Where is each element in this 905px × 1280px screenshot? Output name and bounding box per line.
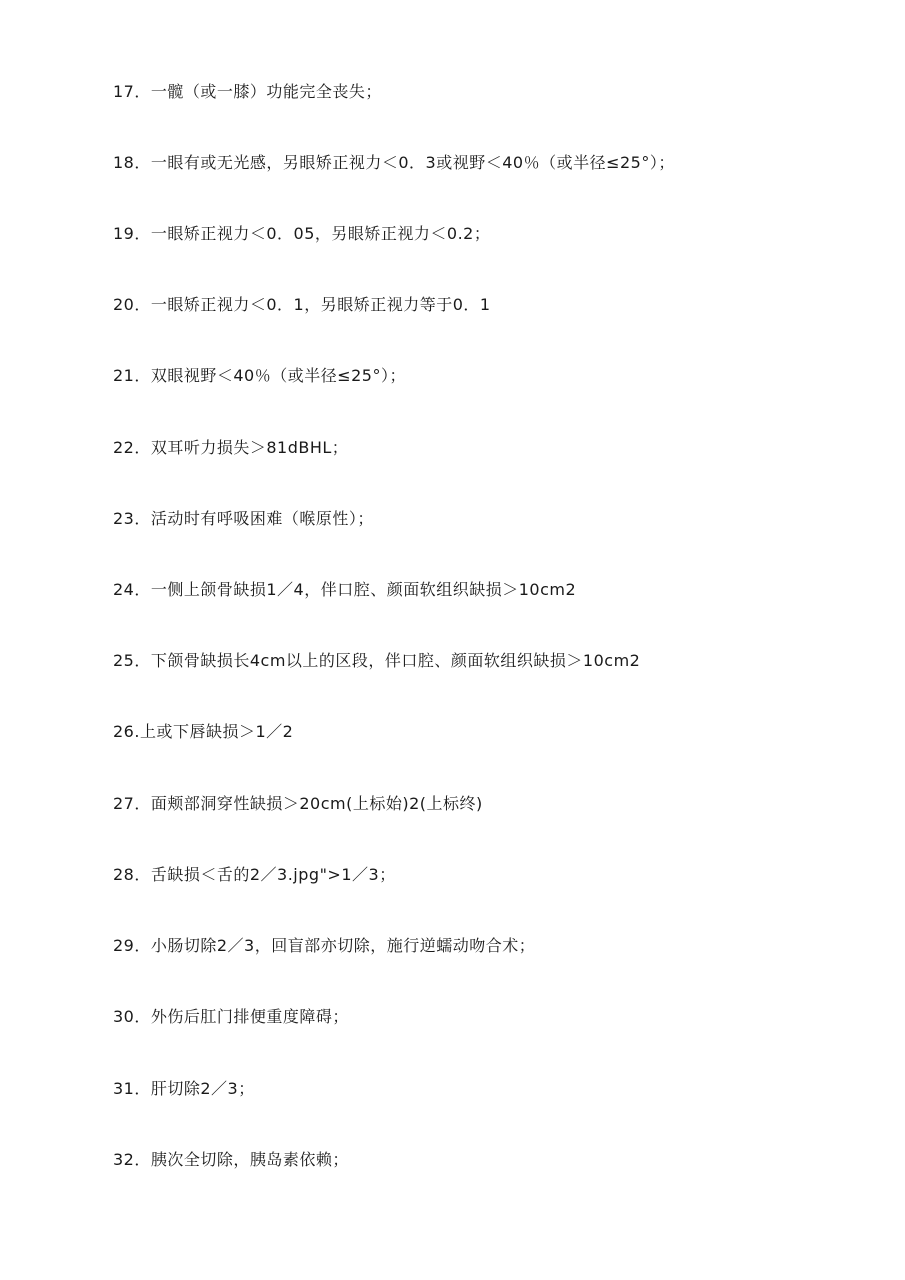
list-item-31: 31．肝切除2／3； <box>113 1079 255 1098</box>
list-item-17: 17．一髋（或一膝）功能完全丧失； <box>113 82 382 101</box>
list-item-29: 29．小肠切除2／3，回盲部亦切除，施行逆蠕动吻合术； <box>113 936 536 955</box>
list-item-22: 22．双耳听力损失＞81dBHL； <box>113 438 349 457</box>
list-item-20: 20．一眼矫正视力＜0．1，另眼矫正视力等于0．1 <box>113 295 491 314</box>
list-item-28: 28．舌缺损＜舌的2／3.jpg">1／3； <box>113 865 396 884</box>
list-item-19: 19．一眼矫正视力＜0．05，另眼矫正视力＜0.2； <box>113 224 491 243</box>
list-item-30: 30．外伤后肛门排便重度障碍； <box>113 1007 349 1026</box>
list-item-26: 26.上或下唇缺损＞1／2 <box>113 722 294 741</box>
list-item-27: 27．面颊部洞穿性缺损＞20cm(上标始)2(上标终) <box>113 794 483 813</box>
list-item-24: 24．一侧上颌骨缺损1／4，伴口腔、颜面软组织缺损＞10cm2 <box>113 580 577 599</box>
list-item-32: 32．胰次全切除，胰岛素依赖； <box>113 1150 349 1169</box>
list-item-25: 25．下颌骨缺损长4cm以上的区段，伴口腔、颜面软组织缺损＞10cm2 <box>113 651 641 670</box>
list-item-18: 18．一眼有或无光感，另眼矫正视力＜0．3或视野＜40％（或半径≤25°）； <box>113 153 675 172</box>
list-item-23: 23．活动时有呼吸困难（喉原性）； <box>113 509 374 528</box>
list-item-21: 21．双眼视野＜40％（或半径≤25°）； <box>113 366 406 385</box>
